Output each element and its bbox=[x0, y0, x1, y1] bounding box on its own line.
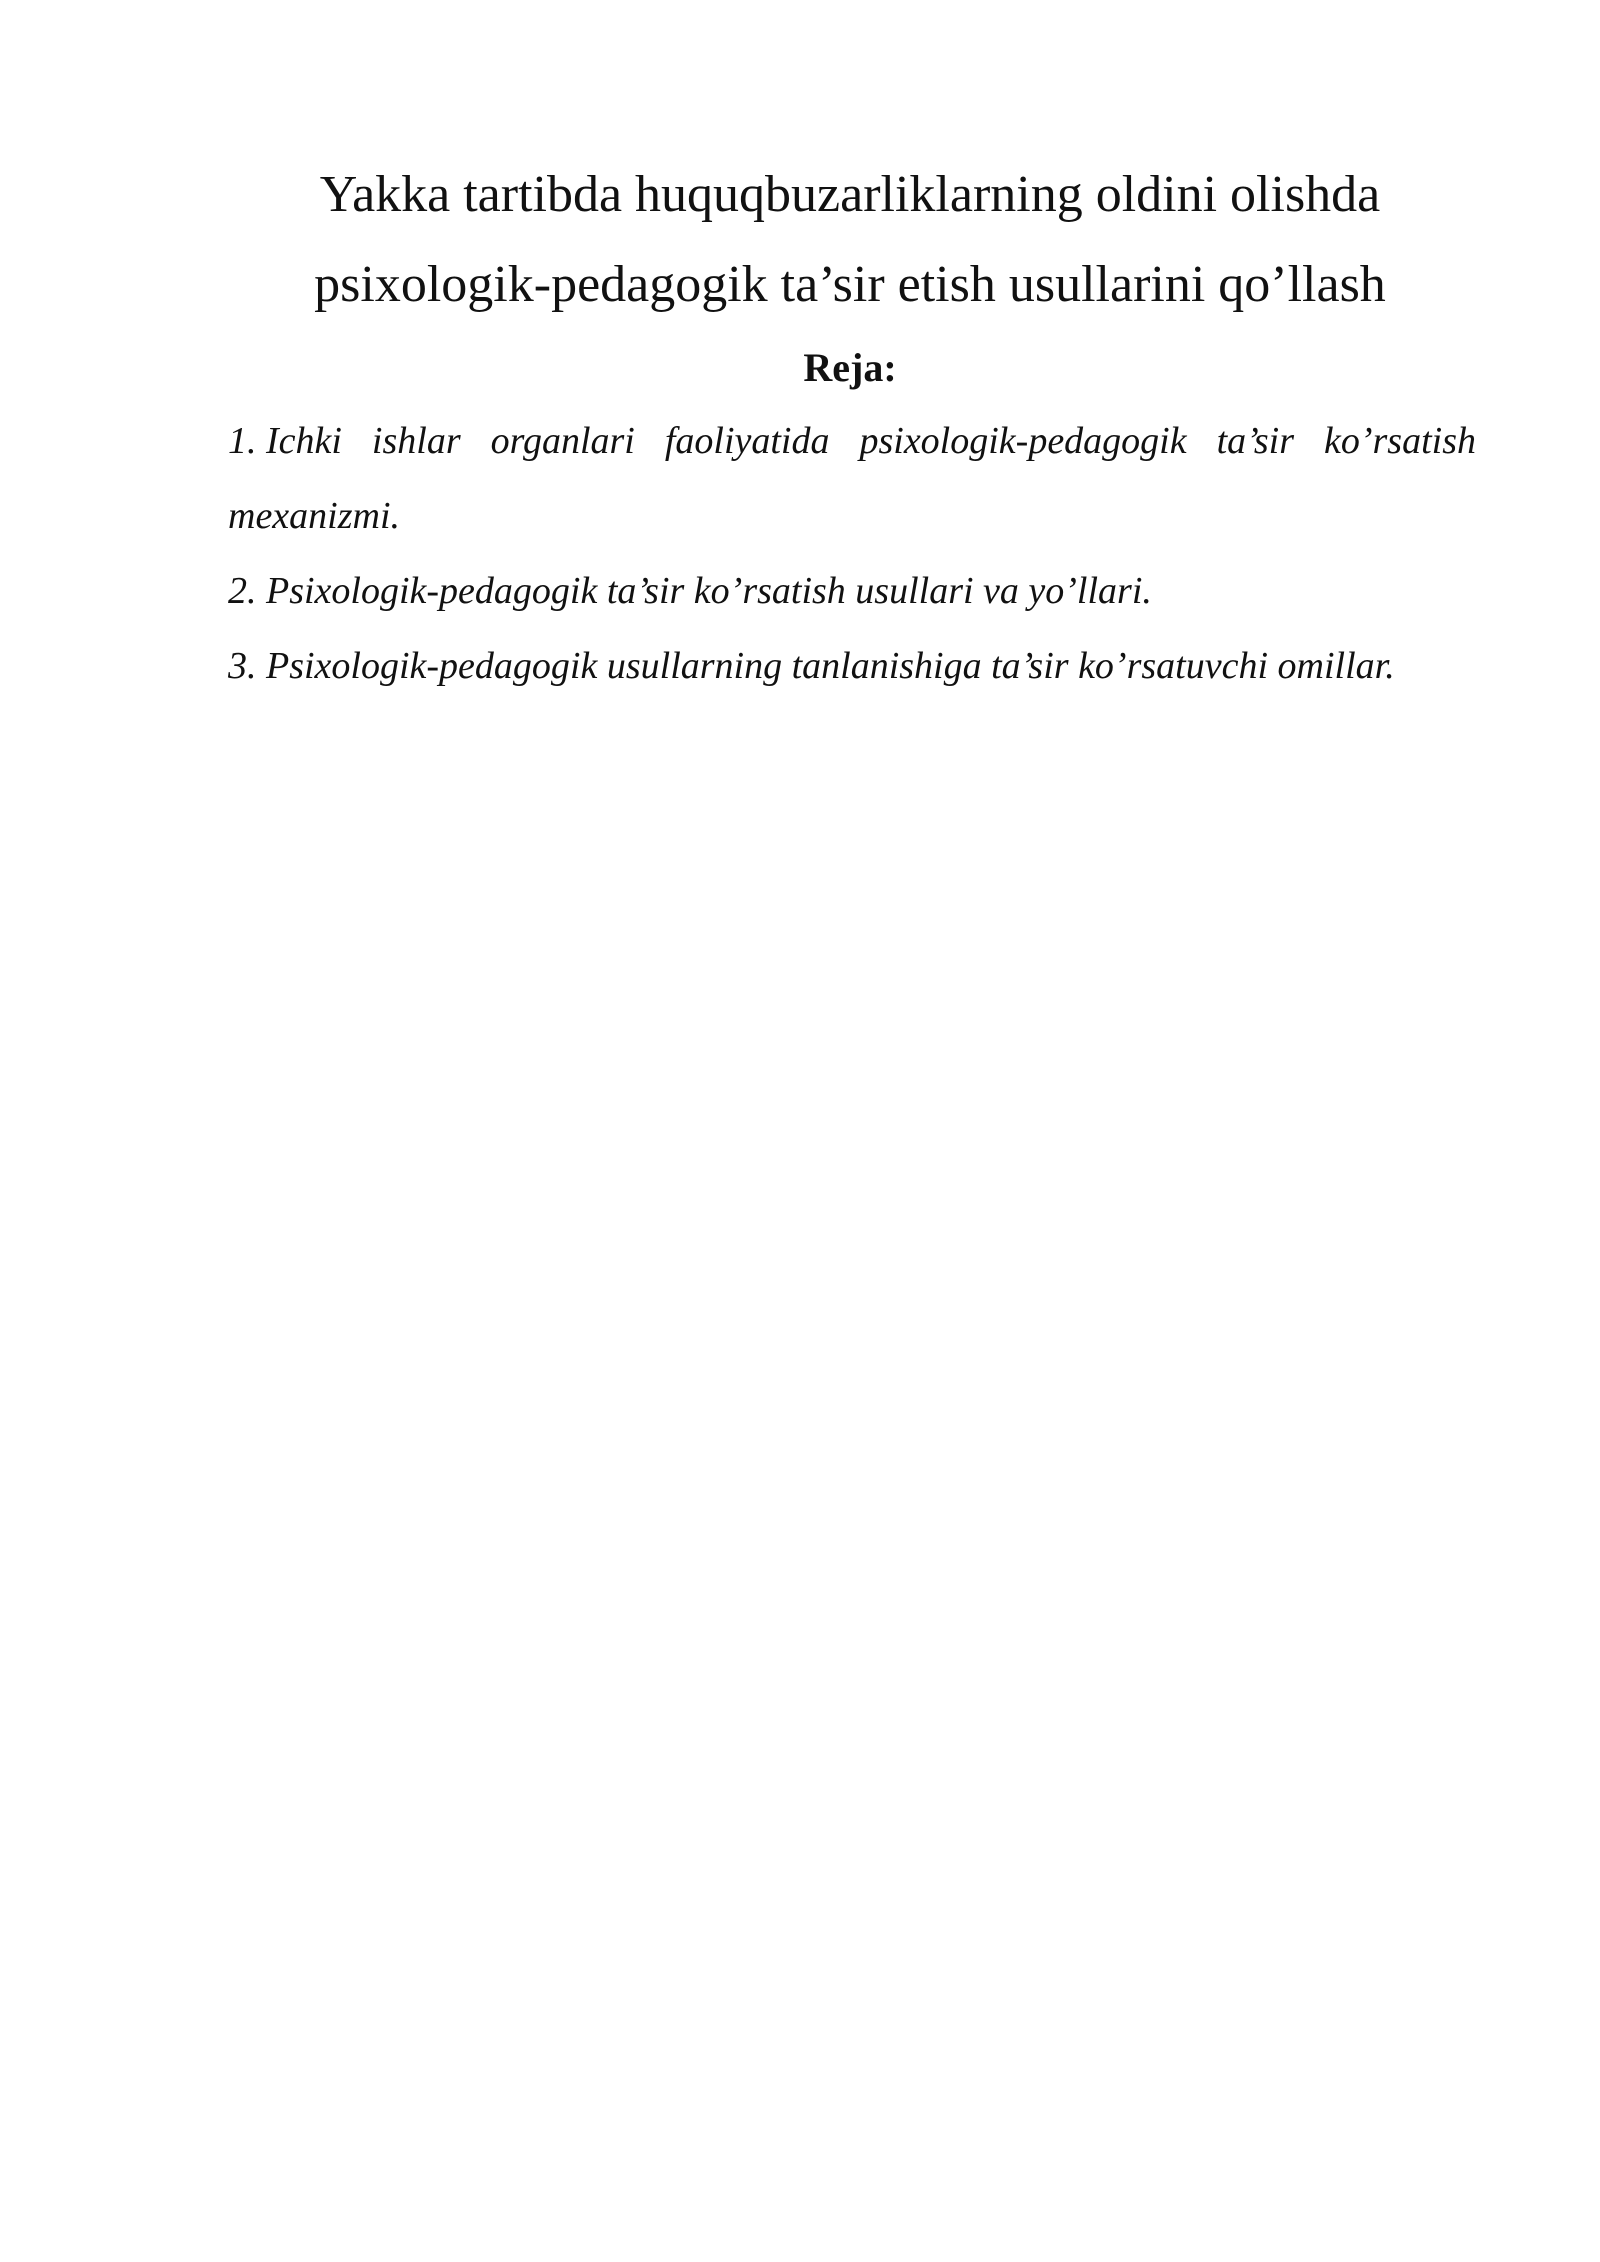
title-line-2: psixologik-pedagogik ta’sir etish usullarini qo’llash bbox=[314, 256, 1386, 313]
document-title bbox=[220, 150, 1480, 330]
plan-item-2 bbox=[228, 554, 1476, 629]
plan-item-number: 3. bbox=[228, 645, 257, 687]
plan-item-text: Psixologik-pedagogik ta’sir ko’rsatish usullari va yo’llari. bbox=[266, 570, 1152, 612]
plan-item-text: Ichki ishlar organlari faoliyatida psixologik-pedagogik ta’sir ko’rsatish mexanizmi. bbox=[228, 420, 1476, 537]
plan-item-number: 1. bbox=[228, 420, 257, 462]
plan-list bbox=[228, 404, 1476, 704]
plan-item-number: 2. bbox=[228, 570, 257, 612]
title-line-1: Yakka tartibda huquqbuzarliklarning oldini olishda bbox=[319, 166, 1381, 223]
plan-item-1 bbox=[228, 404, 1476, 554]
plan-item-3 bbox=[228, 629, 1476, 704]
plan-heading: Reja: bbox=[803, 345, 897, 390]
plan-item-text: Psixologik-pedagogik usullarning tanlanishiga ta’sir ko’rsatuvchi omillar. bbox=[266, 645, 1395, 687]
